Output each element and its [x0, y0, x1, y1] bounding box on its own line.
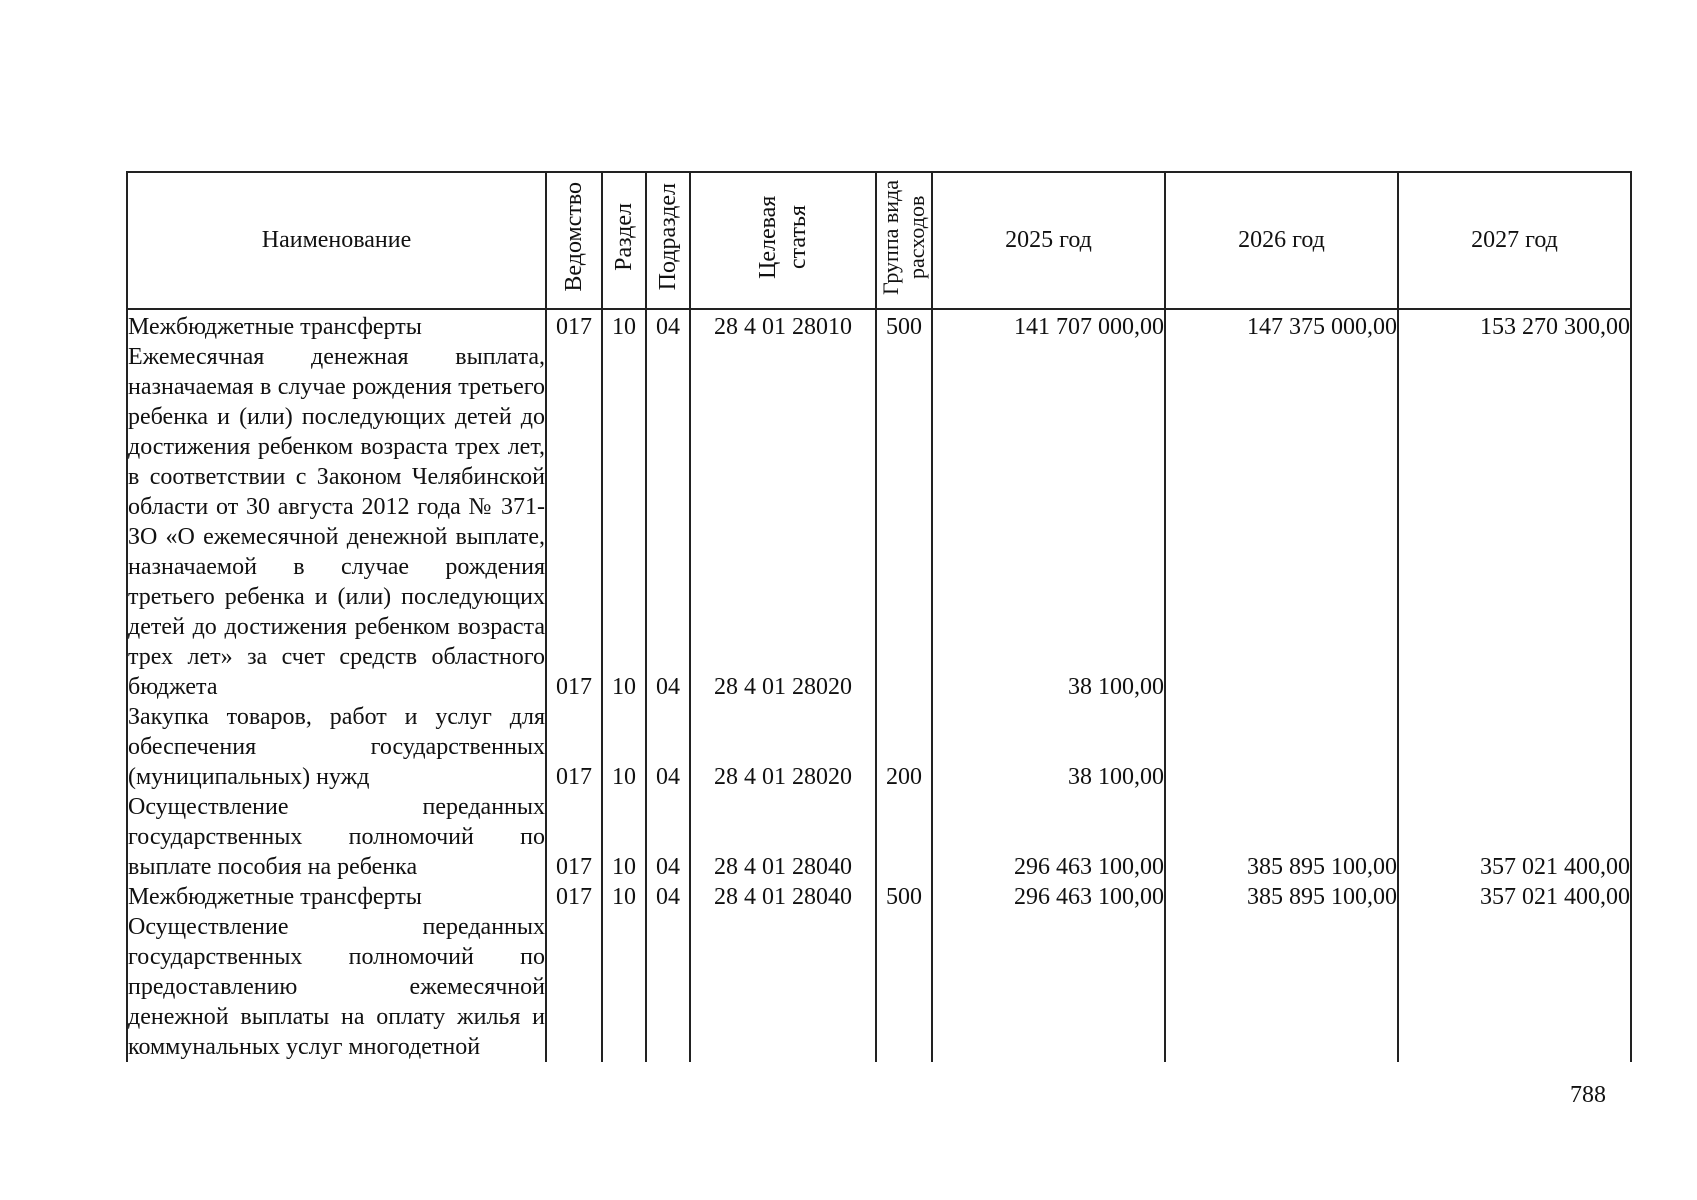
page-number: 788 — [1570, 1082, 1606, 1108]
row-tselevaya: 28 4 01 28040 — [690, 792, 876, 882]
row-2026: 385 895 100,00 — [1165, 882, 1398, 912]
row-2025: 296 463 100,00 — [932, 882, 1165, 912]
row-2027: 153 270 300,00 — [1398, 309, 1631, 342]
row-podrazdel: 04 — [646, 882, 690, 912]
row-vedomstvo: 017 — [546, 702, 602, 792]
row-name: Межбюджетные трансферты — [127, 882, 546, 912]
row-gruppa — [876, 912, 932, 1062]
budget-table — [126, 171, 1632, 1062]
header-podrazdel-label: Подраздел — [655, 183, 681, 291]
row-razdel: 10 — [602, 792, 646, 882]
header-year-2026: 2026 год — [1165, 172, 1398, 309]
row-2026 — [1165, 912, 1398, 1062]
header-vedomstvo-label: Ведомство — [561, 182, 587, 292]
row-vedomstvo — [546, 912, 602, 1062]
header-gruppa-line2: расходов — [904, 195, 929, 279]
row-podrazdel — [646, 912, 690, 1062]
row-vedomstvo: 017 — [546, 882, 602, 912]
row-podrazdel: 04 — [646, 792, 690, 882]
row-2027: 357 021 400,00 — [1398, 792, 1631, 882]
row-2027 — [1398, 342, 1631, 702]
row-vedomstvo: 017 — [546, 792, 602, 882]
row-2025: 296 463 100,00 — [932, 792, 1165, 882]
row-podrazdel: 04 — [646, 309, 690, 342]
row-razdel: 10 — [602, 342, 646, 702]
header-vedomstvo — [546, 172, 602, 309]
row-name: Закупка товаров, работ и услуг для обеспечения государственных (муниципальных) нужд — [128, 704, 545, 790]
table-row — [127, 882, 1631, 912]
row-2025: 38 100,00 — [932, 702, 1165, 792]
row-razdel: 10 — [602, 309, 646, 342]
header-podrazdel — [646, 172, 690, 309]
row-razdel — [602, 912, 646, 1062]
row-name: Межбюджетные трансферты — [127, 309, 546, 342]
row-podrazdel: 04 — [646, 342, 690, 702]
row-razdel: 10 — [602, 702, 646, 792]
row-podrazdel: 04 — [646, 702, 690, 792]
row-razdel: 10 — [602, 882, 646, 912]
row-gruppa: 500 — [876, 309, 932, 342]
row-2025: 141 707 000,00 — [932, 309, 1165, 342]
header-razdel — [602, 172, 646, 309]
header-gruppa — [876, 172, 932, 309]
table-row — [127, 342, 1631, 702]
header-razdel-label: Раздел — [611, 203, 637, 271]
row-name: Ежемесячная денежная выплата, назначаемая в случае рождения третьего ребенка и (или) последующих детей до достижения ребенком возраста трех лет, в соответствии с Законом Челябинской области от 30 августа 2012 года № 371-ЗО «О ежемесячной денежной выплате, назначаемой в случае рождения третьего ребенка и (или) последующих детей до достижения ребенком возраста трех лет» за счет средств областного бюджета — [128, 344, 545, 700]
row-2026: 147 375 000,00 — [1165, 309, 1398, 342]
row-gruppa: 200 — [876, 702, 932, 792]
row-gruppa — [876, 342, 932, 702]
row-tselevaya: 28 4 01 28020 — [690, 702, 876, 792]
row-tselevaya — [690, 912, 876, 1062]
row-vedomstvo: 017 — [546, 309, 602, 342]
row-2026: 385 895 100,00 — [1165, 792, 1398, 882]
row-vedomstvo: 017 — [546, 342, 602, 702]
header-name: Наименование — [127, 172, 546, 309]
table-row — [127, 702, 1631, 792]
header-year-2027: 2027 год — [1398, 172, 1631, 309]
table-header-row — [127, 172, 1631, 309]
row-2026 — [1165, 342, 1398, 702]
table-row — [127, 792, 1631, 882]
row-2025: 38 100,00 — [932, 342, 1165, 702]
row-tselevaya: 28 4 01 28010 — [690, 309, 876, 342]
header-year-2025: 2025 год — [932, 172, 1165, 309]
header-gruppa-label — [878, 180, 930, 295]
header-tselevaya-label: Целевая статья — [755, 195, 811, 279]
row-tselevaya: 28 4 01 28040 — [690, 882, 876, 912]
table-row — [127, 912, 1631, 1062]
row-2027 — [1398, 912, 1631, 1062]
row-name: Осуществление переданных государственных полномочий по выплате пособия на ребенка — [128, 794, 545, 880]
table-row — [127, 309, 1631, 342]
row-gruppa: 500 — [876, 882, 932, 912]
row-name: Осуществление переданных государственных полномочий по предоставлению ежемесячной денежной выплаты на оплату жилья и коммунальных услуг многодетной — [128, 914, 545, 1060]
row-2026 — [1165, 702, 1398, 792]
row-2027 — [1398, 702, 1631, 792]
header-gruppa-line1: Группа вида — [878, 179, 903, 295]
header-tselevaya — [690, 172, 876, 309]
row-tselevaya: 28 4 01 28020 — [690, 342, 876, 702]
row-gruppa — [876, 792, 932, 882]
row-2025 — [932, 912, 1165, 1062]
row-2027: 357 021 400,00 — [1398, 882, 1631, 912]
